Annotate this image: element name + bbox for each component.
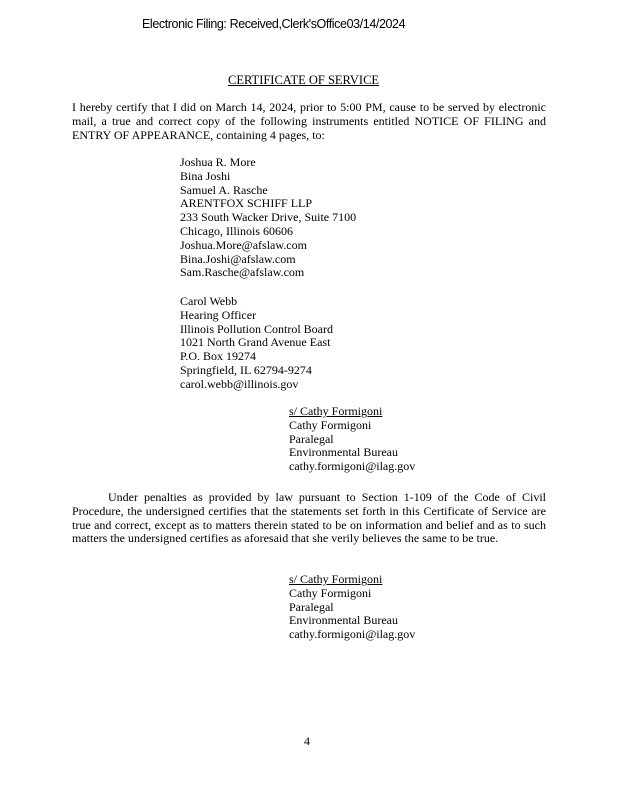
signer-email: cathy.formigoni@ilag.gov bbox=[289, 627, 416, 642]
recipient-line: Chicago, Illinois 60606 bbox=[180, 223, 293, 238]
signer-name: Cathy Formigoni bbox=[289, 417, 372, 432]
penalty-paragraph bbox=[72, 491, 546, 546]
recipient-line: 233 South Wacker Drive, Suite 7100 bbox=[180, 210, 357, 225]
recipient-line: Samuel A. Rasche bbox=[180, 182, 268, 197]
electronic-signature: s/ Cathy Formigoni bbox=[289, 404, 383, 418]
recipient-line: Joshua R. More bbox=[180, 155, 256, 169]
recipient-line: 1021 North Grand Avenue East bbox=[180, 335, 331, 350]
recipient-line: Springfield, IL 62794-9274 bbox=[180, 362, 312, 377]
recipient-line: Illinois Pollution Control Board bbox=[180, 321, 334, 336]
recipient-line: P.O. Box 19274 bbox=[180, 349, 257, 364]
signer-role: Paralegal bbox=[289, 431, 334, 446]
signature-block-second bbox=[289, 573, 415, 642]
page-number: 4 bbox=[304, 734, 310, 748]
intro-paragraph: I hereby certify that I did on March 14, 2024, prior to 5:00 PM, cause to be served by electronic mail, a true and correct copy of the following instruments entitled NOTICE OF FILING and ENTRY OF APPEARANCE, containing 4 pages, to: bbox=[72, 100, 546, 142]
recipient-line: Hearing Officer bbox=[180, 307, 257, 322]
signer-role: Paralegal bbox=[289, 599, 334, 614]
recipient-line: Bina Joshi bbox=[180, 168, 231, 183]
penalty-paragraph-text: Under penalties as provided by law pursuant to Section 1-109 of the Code of Civil Procedure, the undersigned certifies that the statements set forth in this Certificate of Service are true and correct, except as to matters therein stated to be on information and belief and as to such matters the undersigned certifies as aforesaid that she verily believes the same to be true. bbox=[72, 490, 546, 546]
recipient-email: Sam.Rasche@afslaw.com bbox=[180, 265, 305, 280]
signer-name: Cathy Formigoni bbox=[289, 585, 372, 600]
signer-unit: Environmental Bureau bbox=[289, 613, 398, 628]
recipient-email: Joshua.More@afslaw.com bbox=[180, 237, 307, 252]
recipient-block-arentfox bbox=[180, 156, 356, 280]
recipient-line: Carol Webb bbox=[180, 294, 238, 308]
recipient-block-hearing-officer bbox=[180, 295, 333, 392]
electronic-signature: s/ Cathy Formigoni bbox=[289, 572, 383, 586]
recipient-line: ARENTFOX SCHIFF LLP bbox=[180, 196, 313, 211]
signer-email: cathy.formigoni@ilag.gov bbox=[289, 459, 416, 474]
signer-unit: Environmental Bureau bbox=[289, 445, 398, 460]
document-title: CERTIFICATE OF SERVICE bbox=[228, 73, 380, 87]
recipient-email: carol.webb@illinois.gov bbox=[180, 376, 299, 391]
recipient-email: Bina.Joshi@afslaw.com bbox=[180, 251, 296, 266]
electronic-filing-stamp: Electronic Filing: Received,Clerk'sOffice03/14/2024 bbox=[142, 17, 406, 31]
signature-block-first bbox=[289, 405, 415, 474]
